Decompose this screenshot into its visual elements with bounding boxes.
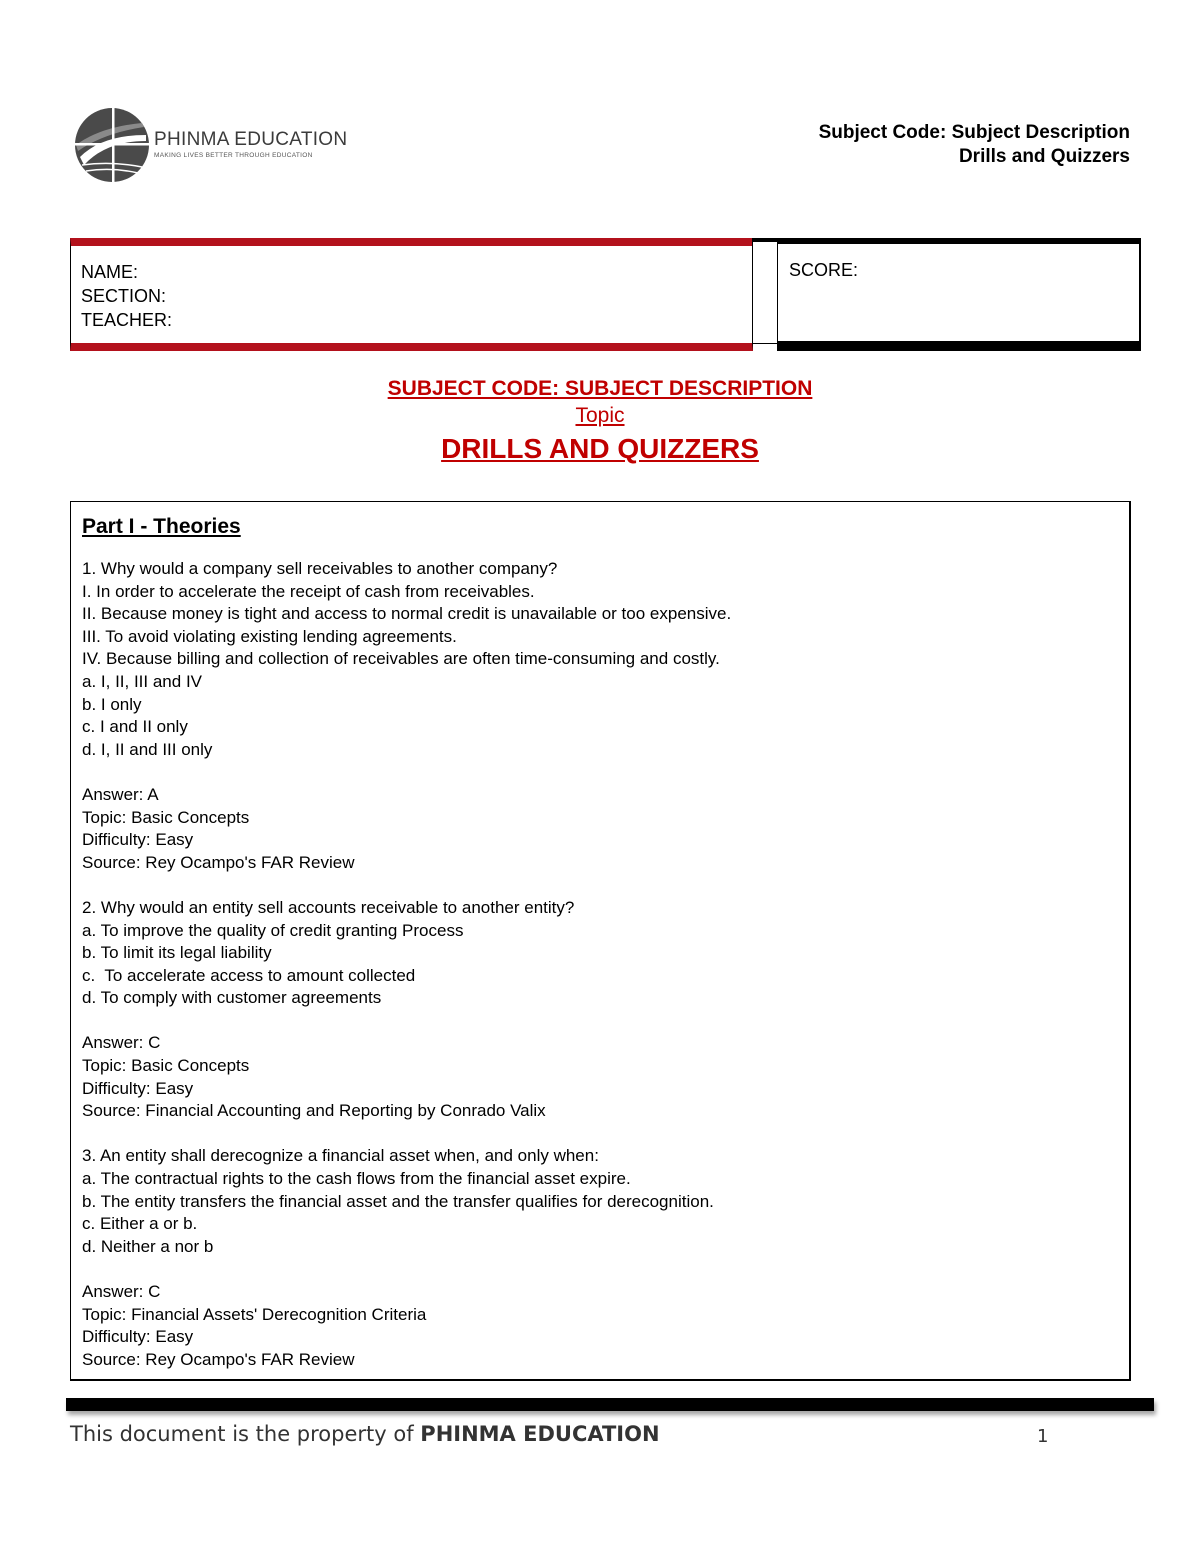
choice-line: a. To improve the quality of credit granting Process	[82, 920, 464, 940]
answer-line: Answer: C	[82, 1033, 161, 1053]
header-doc-type: Drills and Quizzers	[958, 146, 1130, 167]
choice-line: a. I, II, III and IV	[82, 671, 203, 691]
source-line: Source: Rey Ocampo's FAR Review	[82, 1349, 355, 1369]
choice-line: c. I and II only	[82, 717, 188, 737]
choice-line: c. To accelerate access to amount collected	[82, 965, 416, 985]
topic-title: Topic	[575, 404, 625, 427]
score-label: SCORE:	[789, 260, 859, 280]
choice-line: d. To comply with customer agreements	[82, 988, 382, 1008]
footer-owner: PHINMA EDUCATION	[420, 1422, 660, 1446]
choice-line: d. Neither a nor b	[82, 1236, 214, 1256]
name-label: NAME:	[81, 262, 139, 282]
source-line: Source: Rey Ocampo's FAR Review	[82, 852, 355, 872]
question-block-1	[82, 558, 1119, 897]
choice-line: d. I, II and III only	[82, 739, 213, 759]
difficulty-line: Difficulty: Easy	[82, 1327, 194, 1347]
student-info-box	[70, 238, 753, 351]
choice-line: b. The entity transfers the financial asset and the transfer qualifies for derecognition.	[82, 1191, 714, 1211]
question-line: I. In order to accelerate the receipt of cash from receivables.	[82, 581, 535, 601]
globe-logo-icon	[72, 105, 150, 185]
main-title: DRILLS AND QUIZZERS	[441, 433, 759, 464]
section-label: SECTION:	[81, 286, 167, 306]
question-line: 1. Why would a company sell receivables to another company?	[82, 559, 558, 578]
topic-line: Topic: Financial Assets' Derecognition Criteria	[82, 1304, 427, 1324]
answer-line: Answer: C	[82, 1282, 161, 1301]
footer-prefix: This document is the property of	[70, 1422, 421, 1446]
page-number: 1	[1037, 1426, 1049, 1447]
question-line: II. Because money is tight and access to normal credit is unavailable or too expensive.	[82, 604, 732, 624]
score-box	[777, 238, 1141, 351]
choice-line: a. The contractual rights to the cash flows from the financial asset expire.	[82, 1169, 631, 1189]
choice-line: b. To limit its legal liability	[82, 943, 272, 963]
choice-line: c. Either a or b.	[82, 1214, 198, 1234]
header-subject: Subject Code: Subject Description	[818, 122, 1130, 143]
question-line: IV. Because billing and collection of receivables are often time-consuming and costly.	[82, 649, 720, 669]
question-line: III. To avoid violating existing lending agreements.	[82, 626, 457, 646]
footer-property-note	[70, 1422, 660, 1446]
answer-line: Answer: A	[82, 784, 159, 804]
question-line: 3. An entity shall derecognize a financial asset when, and only when:	[82, 1146, 599, 1166]
logo-tagline: MAKING LIVES BETTER THROUGH EDUCATION	[154, 152, 313, 159]
questions-box	[70, 501, 1131, 1381]
question-line: 2. Why would an entity sell accounts receivable to another entity?	[82, 897, 575, 917]
choice-line: b. I only	[82, 694, 142, 714]
subject-title: SUBJECT CODE: SUBJECT DESCRIPTION	[387, 377, 813, 400]
topic-line: Topic: Basic Concepts	[82, 1056, 250, 1076]
teacher-label: TEACHER:	[81, 310, 173, 330]
divider-box	[752, 238, 778, 344]
question-block-3	[82, 1145, 1119, 1371]
difficulty-line: Difficulty: Easy	[82, 830, 194, 850]
question-block-2	[82, 897, 1119, 1146]
part-title: Part I - Theories	[82, 515, 241, 538]
topic-line: Topic: Basic Concepts	[82, 807, 250, 827]
logo-name: PHINMA EDUCATION	[154, 129, 348, 150]
phinma-logo	[72, 104, 352, 186]
document-header	[819, 121, 1130, 169]
source-line: Source: Financial Accounting and Reporting by Conrado Valix	[82, 1101, 546, 1121]
document-titles	[0, 376, 1200, 468]
difficulty-line: Difficulty: Easy	[82, 1078, 194, 1098]
footer-bar	[66, 1398, 1154, 1411]
